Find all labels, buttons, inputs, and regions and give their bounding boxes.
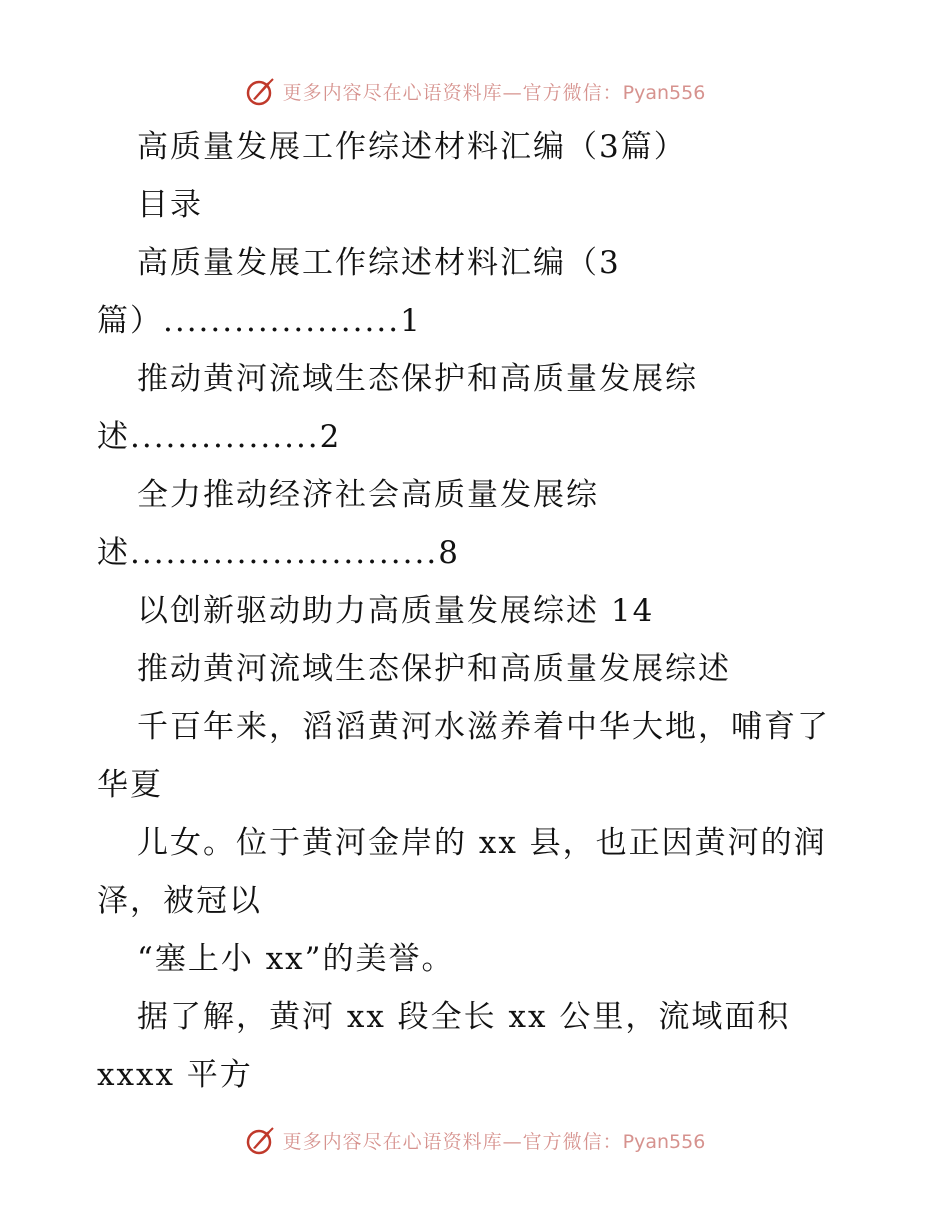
toc-entry-1-line-1: 高质量发展工作综述材料汇编（3 [137,245,621,281]
paragraph-line: xxxx 平方 [97,1057,253,1093]
toc-entry-2-line-2: 述................2 [97,419,342,455]
section-title: 推动黄河流域生态保护和高质量发展综述 [137,651,731,687]
document-body [97,118,857,1104]
quill-logo-icon [245,75,277,107]
footer-watermark [0,1120,950,1160]
toc-entry-3-line-2: 述..........................8 [97,535,460,571]
paragraph-line: “塞上小 xx”的美誉。 [137,941,455,977]
quill-logo-icon [245,1124,277,1156]
paragraph-line: 据了解，黄河 xx 段全长 xx 公里，流域面积 [137,999,791,1035]
watermark-text: 更多内容尽在心语资料库—官方微信：Pyan556 [282,81,706,104]
watermark-id: Pyan556 [622,81,706,104]
toc-entry-3-line-1: 全力推动经济社会高质量发展综 [137,477,599,513]
toc-entry-1-line-2: 篇）....................1 [97,303,422,339]
watermark-text: 更多内容尽在心语资料库—官方微信：Pyan556 [282,1130,706,1153]
paragraph-line: 千百年来，滔滔黄河水滋养着中华大地，哺育了 [137,709,830,745]
toc-entry-4: 以创新驱动助力高质量发展综述 14 [137,593,655,629]
toc-entry-2-line-1: 推动黄河流域生态保护和高质量发展综 [137,361,698,397]
header-watermark [0,71,950,111]
paragraph-line: 儿女。位于黄河金岸的 xx 县，也正因黄河的润 [137,825,827,861]
doc-title: 高质量发展工作综述材料汇编（3篇） [137,129,687,165]
paragraph-line: 华夏 [97,767,163,803]
watermark-id: Pyan556 [622,1130,706,1153]
paragraph-line: 泽，被冠以 [97,883,262,919]
toc-heading: 目录 [137,187,203,223]
